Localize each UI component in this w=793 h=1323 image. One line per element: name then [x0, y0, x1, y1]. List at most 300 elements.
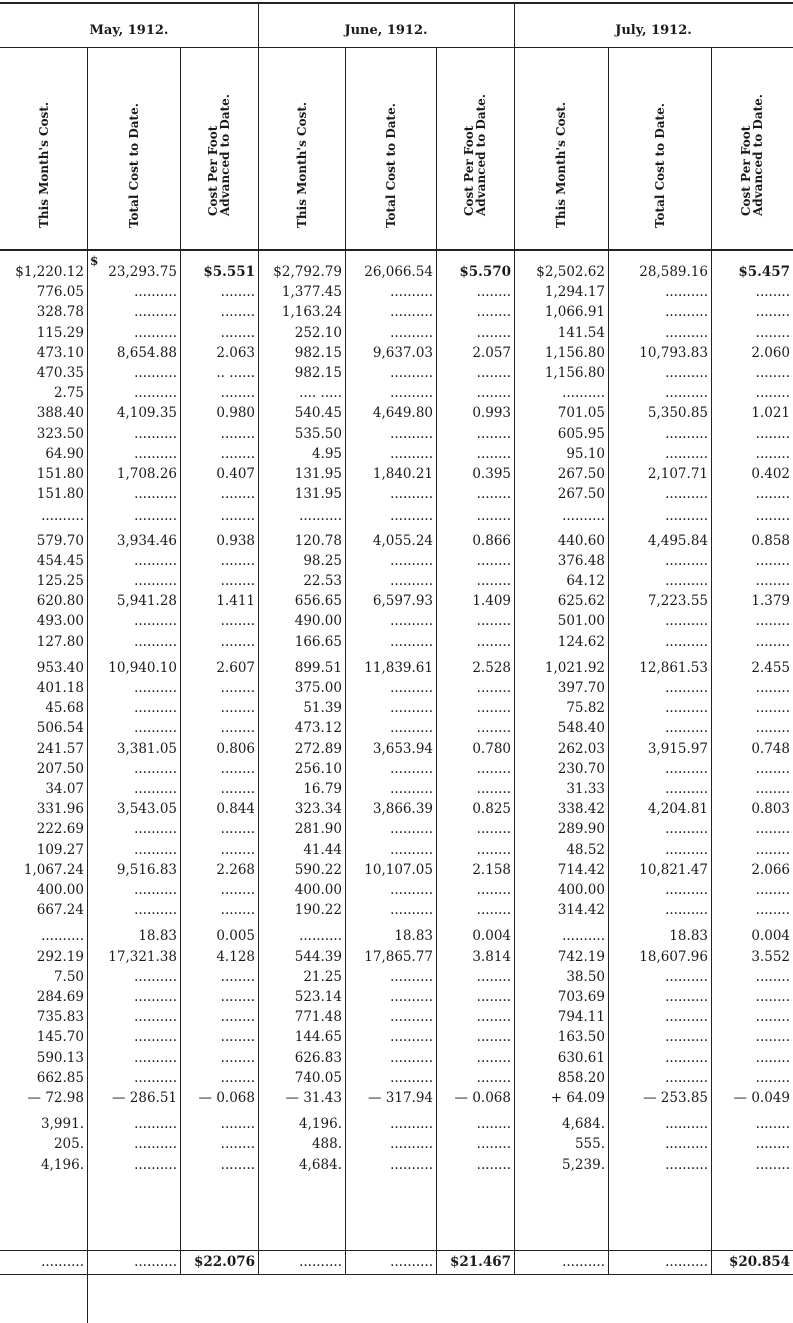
col-header-label: Cost Per Foot Advanced to Date.: [206, 94, 232, 216]
cell-cost-per-foot: ........: [755, 821, 790, 838]
cell-total-cost-to-date: 4,649.80: [372, 405, 433, 422]
cell-total-cost-to-date: ..........: [665, 1116, 708, 1133]
cell-total-cost-to-date: 9,637.03: [372, 344, 433, 361]
cell-this-month-cost: 523.14: [294, 989, 342, 1005]
cell-total-cost-to-date: ..........: [390, 552, 433, 569]
cell-this-month-cost: 473.10: [36, 344, 84, 361]
cell-total-cost-to-date: ..........: [134, 700, 177, 717]
cell-total-cost-to-date: ..........: [665, 425, 708, 442]
cell-cost-per-foot: — 0.068: [454, 1090, 511, 1106]
cell-this-month-cost: 1,156.80: [544, 365, 605, 381]
cell-this-month-cost: 338.42: [557, 801, 605, 818]
cell-total-cost-to-date: 8,654.88: [116, 344, 177, 361]
cell-total-cost-to-date: ..........: [390, 425, 433, 442]
cell-cost-per-foot: ........: [755, 445, 790, 462]
cell-cost-per-foot: ........: [220, 552, 255, 569]
cell-this-month-cost: 284.69: [36, 989, 84, 1005]
cell-cost-per-foot: ........: [755, 552, 790, 569]
col-header: [180, 48, 258, 248]
cell-this-month-cost: 16.79: [303, 781, 342, 797]
cell-total-cost-to-date: 23,293.75: [108, 264, 177, 280]
cell-total-cost-to-date: ..........: [390, 1254, 433, 1270]
col-header-label: This Month's Cost.: [554, 101, 568, 228]
cell-this-month-cost: 166.65: [294, 633, 342, 650]
cell-total-cost-to-date: ..........: [134, 902, 177, 919]
cell-total-cost-to-date: 5,350.85: [647, 405, 708, 422]
cell-this-month-cost: 267.50: [557, 486, 605, 503]
cell-cost-per-foot: ........: [476, 1009, 511, 1026]
cell-total-cost-to-date: ..........: [665, 781, 708, 797]
month-title-may: May, 1912.: [89, 23, 169, 38]
cell-cost-per-foot: 0.806: [216, 740, 255, 757]
cell-total-cost-to-date: ..........: [665, 968, 708, 985]
cell-total-cost-to-date: — 286.51: [111, 1090, 177, 1106]
cell-cost-per-foot: ........: [220, 1156, 255, 1173]
cell-total-cost-to-date: ..........: [134, 882, 177, 898]
cell-total-cost-to-date: ..........: [665, 1254, 708, 1270]
cell-this-month-cost: 742.19: [557, 948, 605, 965]
cell-cost-per-foot: 2.607: [216, 659, 255, 676]
cell-cost-per-foot: 2.455: [751, 659, 790, 676]
cell-cost-per-foot: ........: [755, 1116, 790, 1133]
cell-this-month-cost: 75.82: [566, 700, 605, 717]
col-header-label: Cost Per Foot Advanced to Date.: [462, 94, 488, 216]
cell-cost-per-foot: 0.005: [216, 928, 255, 945]
cell-total-cost-to-date: ..........: [390, 882, 433, 898]
cell-this-month-cost: 190.22: [294, 902, 342, 919]
cell-total-cost-to-date: ..........: [390, 385, 433, 402]
cell-cost-per-foot: — 0.068: [198, 1090, 255, 1106]
cell-cost-per-foot: ........: [476, 425, 511, 442]
cell-this-month-cost: 151.80: [36, 486, 84, 503]
cell-total-cost-to-date: ..........: [134, 1049, 177, 1066]
cell-this-month-cost: ..........: [41, 928, 84, 945]
cell-cost-per-foot: $21.467: [449, 1254, 511, 1270]
cell-total-cost-to-date: 4,495.84: [647, 532, 708, 549]
cell-total-cost-to-date: ..........: [134, 365, 177, 381]
cell-total-cost-to-date: 3,653.94: [372, 740, 433, 757]
cell-this-month-cost: 41.44: [303, 841, 342, 858]
cell-total-cost-to-date: ..........: [390, 1049, 433, 1066]
cell-cost-per-foot: ........: [220, 1069, 255, 1086]
cell-this-month-cost: 397.70: [557, 680, 605, 696]
cell-total-cost-to-date: ..........: [665, 841, 708, 858]
cell-total-cost-to-date: ..........: [665, 902, 708, 919]
cell-total-cost-to-date: ..........: [134, 1136, 177, 1153]
cell-total-cost-to-date: ..........: [390, 680, 433, 696]
cell-total-cost-to-date: ..........: [665, 445, 708, 462]
cell-this-month-cost: ..........: [562, 928, 605, 945]
cell-total-cost-to-date: 3,866.39: [372, 801, 433, 818]
cell-cost-per-foot: 0.858: [751, 532, 790, 549]
cell-this-month-cost: 241.57: [36, 740, 84, 757]
cell-this-month-cost: ..........: [299, 1254, 342, 1270]
cell-cost-per-foot: ........: [476, 573, 511, 589]
cell-this-month-cost: 323.50: [36, 425, 84, 442]
col-header: [608, 48, 711, 248]
cell-cost-per-foot: 0.780: [472, 740, 511, 757]
cell-cost-per-foot: ........: [755, 573, 790, 589]
cell-cost-per-foot: ........: [476, 902, 511, 919]
cell-total-cost-to-date: ..........: [390, 1116, 433, 1133]
cell-this-month-cost: 625.62: [557, 593, 605, 610]
cell-cost-per-foot: ........: [476, 821, 511, 838]
cell-this-month-cost: 548.40: [557, 720, 605, 737]
cell-this-month-cost: 506.54: [36, 720, 84, 737]
cell-this-month-cost: 703.69: [557, 989, 605, 1005]
cell-total-cost-to-date: ..........: [390, 508, 433, 525]
cell-this-month-cost: 899.51: [294, 659, 342, 676]
cell-cost-per-foot: ........: [476, 1156, 511, 1173]
cell-total-cost-to-date: ..........: [390, 304, 433, 321]
cell-cost-per-foot: ........: [755, 1156, 790, 1173]
cell-total-cost-to-date: 4,055.24: [372, 532, 433, 549]
cell-total-cost-to-date: ..........: [134, 613, 177, 630]
cell-total-cost-to-date: ..........: [390, 989, 433, 1005]
cell-total-cost-to-date: ..........: [134, 552, 177, 569]
cell-total-cost-to-date: ..........: [134, 841, 177, 858]
total-rule: [0, 1250, 793, 1251]
cell-this-month-cost: 64.12: [566, 573, 605, 589]
col-header: [711, 48, 793, 248]
cell-this-month-cost: 488.: [311, 1136, 342, 1153]
cell-cost-per-foot: ........: [220, 1029, 255, 1046]
cell-cost-per-foot: ........: [755, 486, 790, 503]
cell-this-month-cost: 48.52: [566, 841, 605, 858]
cell-this-month-cost: 230.70: [557, 760, 605, 777]
cell-cost-per-foot: $5.551: [203, 264, 255, 280]
cell-this-month-cost: 205.: [53, 1136, 84, 1153]
cell-total-cost-to-date: 17,865.77: [364, 948, 433, 965]
cell-total-cost-to-date: ..........: [390, 720, 433, 737]
cell-this-month-cost: 120.78: [294, 532, 342, 549]
cell-this-month-cost: 375.00: [294, 680, 342, 696]
cell-total-cost-to-date: ..........: [134, 1116, 177, 1133]
cell-cost-per-foot: $5.570: [459, 264, 511, 280]
cell-cost-per-foot: ........: [476, 486, 511, 503]
cell-total-cost-to-date: ..........: [665, 821, 708, 838]
cell-this-month-cost: $1,220.12: [15, 264, 84, 280]
cell-this-month-cost: 5,239.: [562, 1156, 605, 1173]
cell-total-cost-to-date: ..........: [665, 552, 708, 569]
cell-total-cost-to-date: ..........: [665, 700, 708, 717]
cell-cost-per-foot: ........: [220, 989, 255, 1005]
cell-this-month-cost: 470.35: [36, 365, 84, 381]
cell-this-month-cost: 2.75: [53, 385, 84, 402]
cell-total-cost-to-date: ..........: [665, 989, 708, 1005]
cell-cost-per-foot: ........: [220, 760, 255, 777]
cell-this-month-cost: 1,067.24: [23, 861, 84, 878]
cell-total-cost-to-date: ..........: [134, 508, 177, 525]
cell-cost-per-foot: ........: [476, 304, 511, 321]
cell-total-cost-to-date: ..........: [390, 284, 433, 301]
cell-total-cost-to-date: 1,840.21: [372, 466, 433, 482]
cell-this-month-cost: 982.15: [294, 365, 342, 381]
cell-total-cost-to-date: ..........: [390, 613, 433, 630]
cell-total-cost-to-date: ..........: [665, 508, 708, 525]
cell-this-month-cost: 555.: [574, 1136, 605, 1153]
cell-this-month-cost: 400.00: [557, 882, 605, 898]
cell-this-month-cost: 323.34: [294, 801, 342, 818]
cell-total-cost-to-date: ..........: [390, 573, 433, 589]
cell-cost-per-foot: 1.409: [472, 593, 511, 610]
cell-total-cost-to-date: 18,607.96: [639, 948, 708, 965]
cell-total-cost-to-date: ..........: [390, 1156, 433, 1173]
cell-this-month-cost: ..........: [299, 928, 342, 945]
cell-this-month-cost: 490.00: [294, 613, 342, 630]
cell-this-month-cost: 7.50: [53, 968, 84, 985]
cell-this-month-cost: ..........: [562, 1254, 605, 1270]
cell-cost-per-foot: 0.844: [216, 801, 255, 818]
cell-total-cost-to-date: ..........: [134, 445, 177, 462]
cell-total-cost-to-date: 11,839.61: [364, 659, 433, 676]
cell-total-cost-to-date: 5,941.28: [116, 593, 177, 610]
cell-this-month-cost: 400.00: [294, 882, 342, 898]
cell-this-month-cost: 1,163.24: [281, 304, 342, 321]
cell-cost-per-foot: 0.395: [472, 466, 511, 482]
cell-this-month-cost: 124.62: [557, 633, 605, 650]
cell-this-month-cost: 109.27: [36, 841, 84, 858]
cell-this-month-cost: 656.65: [294, 593, 342, 610]
cell-total-cost-to-date: ..........: [390, 445, 433, 462]
cell-this-month-cost: 493.00: [36, 613, 84, 630]
cell-this-month-cost: 45.68: [45, 700, 84, 717]
cell-cost-per-foot: ........: [755, 760, 790, 777]
cell-cost-per-foot: ........: [220, 304, 255, 321]
cell-total-cost-to-date: ..........: [665, 304, 708, 321]
cell-cost-per-foot: ........: [220, 613, 255, 630]
cell-this-month-cost: 262.03: [557, 740, 605, 757]
cell-cost-per-foot: ........: [755, 781, 790, 797]
cell-this-month-cost: 292.19: [36, 948, 84, 965]
col-header-label: Cost Per Foot Advanced to Date.: [739, 94, 765, 216]
col-header-label: Total Cost to Date.: [652, 103, 667, 228]
cell-total-cost-to-date: ..........: [665, 882, 708, 898]
cell-cost-per-foot: ........: [220, 781, 255, 797]
cell-cost-per-foot: ........: [220, 324, 255, 341]
cell-this-month-cost: 34.07: [45, 781, 84, 797]
cell-total-cost-to-date: ..........: [665, 1049, 708, 1066]
cell-total-cost-to-date: ..........: [390, 1069, 433, 1086]
cell-total-cost-to-date: 26,066.54: [364, 264, 433, 280]
cell-this-month-cost: 21.25: [303, 968, 342, 985]
cell-this-month-cost: 740.05: [294, 1069, 342, 1086]
cell-this-month-cost: 858.20: [557, 1069, 605, 1086]
cell-this-month-cost: 115.29: [36, 324, 84, 341]
cell-this-month-cost: 252.10: [294, 324, 342, 341]
cell-cost-per-foot: 0.407: [216, 466, 255, 482]
cell-cost-per-foot: ........: [220, 720, 255, 737]
cell-this-month-cost: 38.50: [566, 968, 605, 985]
cell-this-month-cost: 4,684.: [299, 1156, 342, 1173]
cell-total-cost-to-date: ..........: [390, 821, 433, 838]
cell-cost-per-foot: ........: [220, 1049, 255, 1066]
cell-cost-per-foot: ........: [755, 1009, 790, 1026]
cell-this-month-cost: 630.61: [557, 1049, 605, 1066]
cell-total-cost-to-date: — 253.85: [642, 1090, 708, 1106]
cell-cost-per-foot: ........: [220, 445, 255, 462]
cell-cost-per-foot: ........: [476, 324, 511, 341]
cell-this-month-cost: 331.96: [36, 801, 84, 818]
cell-this-month-cost: 1,156.80: [544, 344, 605, 361]
bottom-rule: [0, 1274, 793, 1275]
month-title-june: June, 1912.: [344, 23, 428, 38]
cell-this-month-cost: 22.53: [303, 573, 342, 589]
cell-this-month-cost: .... .....: [299, 385, 342, 402]
cell-this-month-cost: $2,502.62: [536, 264, 605, 280]
cell-this-month-cost: 163.50: [557, 1029, 605, 1046]
cell-cost-per-foot: ........: [220, 821, 255, 838]
cell-cost-per-foot: ........: [476, 720, 511, 737]
top-rule: [0, 2, 793, 4]
col-header-label: This Month's Cost.: [294, 101, 309, 228]
cell-cost-per-foot: ........: [476, 1116, 511, 1133]
cell-this-month-cost: 207.50: [36, 760, 84, 777]
cell-cost-per-foot: ........: [220, 882, 255, 898]
cell-cost-per-foot: 0.004: [751, 928, 790, 945]
cell-this-month-cost: 144.65: [294, 1029, 342, 1046]
cell-cost-per-foot: ........: [755, 902, 790, 919]
cell-this-month-cost: 272.89: [294, 740, 342, 757]
cell-cost-per-foot: ........: [755, 304, 790, 321]
cell-total-cost-to-date: 18.83: [394, 928, 433, 945]
cell-this-month-cost: ..........: [562, 385, 605, 402]
cell-total-cost-to-date: 10,793.83: [639, 344, 708, 361]
cell-this-month-cost: 544.39: [294, 948, 342, 965]
cell-total-cost-to-date: 10,940.10: [108, 659, 177, 676]
cell-total-cost-to-date: ..........: [390, 700, 433, 717]
cell-cost-per-foot: ........: [755, 882, 790, 898]
cell-cost-per-foot: 0.748: [751, 740, 790, 757]
cell-total-cost-to-date: ..........: [390, 1029, 433, 1046]
cell-total-cost-to-date: 12,861.53: [639, 659, 708, 676]
cell-total-cost-to-date: ..........: [134, 385, 177, 402]
cell-cost-per-foot: 2.066: [751, 861, 790, 878]
cell-this-month-cost: 605.95: [557, 425, 605, 442]
cell-this-month-cost: 127.80: [36, 633, 84, 650]
cell-cost-per-foot: ........: [755, 1029, 790, 1046]
cell-total-cost-to-date: 6,597.93: [372, 593, 433, 610]
cell-this-month-cost: 771.48: [294, 1009, 342, 1026]
col-header: [258, 48, 345, 248]
header-rule: [0, 249, 793, 251]
cell-this-month-cost: 1,377.45: [281, 284, 342, 301]
cell-total-cost-to-date: 1,708.26: [116, 466, 177, 482]
cell-total-cost-to-date: ..........: [390, 486, 433, 503]
cell-total-cost-to-date: ..........: [390, 781, 433, 797]
cell-total-cost-to-date: ..........: [134, 989, 177, 1005]
cell-this-month-cost: 982.15: [294, 344, 342, 361]
cell-total-cost-to-date: ..........: [665, 385, 708, 402]
cell-total-cost-to-date: 3,934.46: [116, 532, 177, 549]
cell-cost-per-foot: ........: [476, 385, 511, 402]
cell-cost-per-foot: ........: [476, 284, 511, 301]
cell-total-cost-to-date: 18.83: [669, 928, 708, 945]
cell-cost-per-foot: ........: [755, 633, 790, 650]
cell-this-month-cost: — 31.43: [285, 1090, 342, 1106]
cell-this-month-cost: ..........: [41, 508, 84, 525]
cell-this-month-cost: 535.50: [294, 425, 342, 442]
col-header-label: Total Cost to Date.: [126, 103, 141, 228]
cell-total-cost-to-date: ..........: [134, 680, 177, 696]
dollar-sign: $: [90, 254, 99, 268]
cell-total-cost-to-date: 10,107.05: [364, 861, 433, 878]
cell-total-cost-to-date: 17,321.38: [108, 948, 177, 965]
cell-this-month-cost: 314.42: [557, 902, 605, 919]
cell-total-cost-to-date: ..........: [134, 1029, 177, 1046]
cell-cost-per-foot: 0.980: [216, 405, 255, 422]
cell-this-month-cost: 141.54: [557, 324, 605, 341]
cell-cost-per-foot: 0.938: [216, 532, 255, 549]
cell-cost-per-foot: ........: [755, 613, 790, 630]
cell-this-month-cost: 222.69: [36, 821, 84, 838]
cell-total-cost-to-date: ..........: [665, 284, 708, 301]
cell-total-cost-to-date: ..........: [134, 486, 177, 503]
cell-this-month-cost: 400.00: [36, 882, 84, 898]
cell-cost-per-foot: 2.063: [216, 344, 255, 361]
cell-cost-per-foot: ........: [220, 1136, 255, 1153]
cell-this-month-cost: 4,196.: [299, 1116, 342, 1133]
cell-cost-per-foot: ........: [476, 841, 511, 858]
cell-cost-per-foot: ........: [220, 841, 255, 858]
col-header-label: This Month's Cost.: [36, 101, 51, 228]
cell-total-cost-to-date: ..........: [390, 968, 433, 985]
cell-cost-per-foot: ........: [476, 781, 511, 797]
cell-total-cost-to-date: ..........: [134, 1009, 177, 1026]
cell-total-cost-to-date: 2,107.71: [647, 466, 708, 482]
cell-total-cost-to-date: ..........: [390, 365, 433, 381]
cell-cost-per-foot: $22.076: [193, 1254, 255, 1270]
cell-total-cost-to-date: ..........: [665, 760, 708, 777]
cell-cost-per-foot: ........: [476, 968, 511, 985]
cell-this-month-cost: ..........: [299, 508, 342, 525]
cell-this-month-cost: 590.22: [294, 861, 342, 878]
cell-cost-per-foot: 2.060: [751, 344, 790, 361]
cell-this-month-cost: 388.40: [36, 405, 84, 422]
cell-cost-per-foot: 2.528: [472, 659, 511, 676]
col-header-label: Total Cost to Date.: [383, 103, 398, 228]
cell-this-month-cost: $2,792.79: [273, 264, 342, 280]
cell-cost-per-foot: ........: [220, 1009, 255, 1026]
cell-total-cost-to-date: ..........: [665, 324, 708, 341]
cell-cost-per-foot: 0.004: [472, 928, 511, 945]
col-header: [87, 48, 180, 248]
cell-total-cost-to-date: ..........: [390, 902, 433, 919]
cell-this-month-cost: 131.95: [294, 466, 342, 482]
cell-total-cost-to-date: ..........: [134, 760, 177, 777]
cell-this-month-cost: + 64.09: [550, 1090, 605, 1106]
cell-total-cost-to-date: ..........: [134, 633, 177, 650]
cell-this-month-cost: 151.80: [36, 466, 84, 482]
cell-cost-per-foot: ........: [755, 989, 790, 1005]
cell-cost-per-foot: .. ......: [216, 365, 255, 381]
cell-this-month-cost: 31.33: [566, 781, 605, 797]
cell-cost-per-foot: ........: [476, 1049, 511, 1066]
cell-cost-per-foot: ........: [476, 508, 511, 525]
cell-total-cost-to-date: ..........: [665, 680, 708, 696]
cell-this-month-cost: 4,684.: [562, 1116, 605, 1133]
cell-total-cost-to-date: ..........: [665, 720, 708, 737]
cell-cost-per-foot: $5.457: [738, 264, 790, 280]
cell-total-cost-to-date: ..........: [134, 720, 177, 737]
cell-total-cost-to-date: 10,821.47: [639, 861, 708, 878]
cell-cost-per-foot: ........: [755, 700, 790, 717]
cell-total-cost-to-date: ..........: [134, 324, 177, 341]
cell-cost-per-foot: ........: [476, 1029, 511, 1046]
cell-this-month-cost: 256.10: [294, 760, 342, 777]
cell-this-month-cost: 1,021.92: [544, 659, 605, 676]
cell-total-cost-to-date: ..........: [665, 1069, 708, 1086]
